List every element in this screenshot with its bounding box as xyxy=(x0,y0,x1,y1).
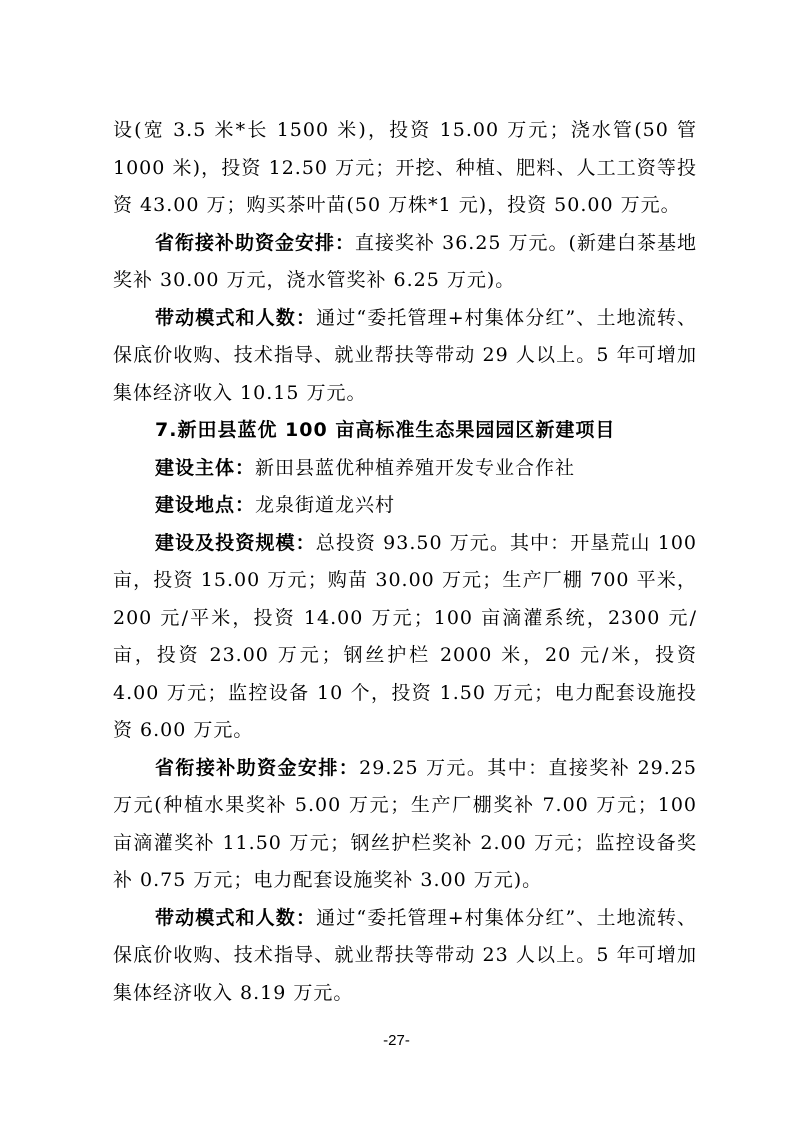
paragraph-label: 建设及投资规模： xyxy=(155,531,316,554)
paragraph-funding-arrangement xyxy=(113,225,697,300)
paragraph-label: 省衔接补助资金安排： xyxy=(155,231,356,254)
paragraph-label: 建设主体： xyxy=(155,456,256,479)
paragraph-text: 总投资 93.50 万元。其中：开垦荒山 100 亩，投资 15.00 万元；购苗 30.00 万元；生产厂棚 700 平米，200 元/平米，投资 14.00 万元；100 亩滴灌系统，2300 元/亩，投资 23.00 万元；钢丝护栏 2000 米，20 元/米，投资 4.00 万元；监控设备 10 个，投资 1.50 万元；电力配套设施投资 6.00 万元。 xyxy=(113,531,697,741)
paragraph-investment-continued xyxy=(113,112,697,225)
page-number: -27- xyxy=(383,1032,410,1049)
paragraph-text: 通过“委托管理+村集体分红”、土地流转、保底价收购、技术指导、就业帮扶等带动 29 人以上。5 年可增加集体经济收入 10.15 万元。 xyxy=(113,306,697,404)
paragraph-text: 通过“委托管理+村集体分红”、土地流转、保底价收购、技术指导、就业帮扶等带动 23 人以上。5 年可增加集体经济收入 8.19 万元。 xyxy=(113,906,697,1004)
paragraph-driving-mode-2 xyxy=(113,900,697,1013)
paragraph-driving-mode xyxy=(113,300,697,413)
paragraph-text: 新田县蓝优种植养殖开发专业合作社 xyxy=(255,456,576,479)
paragraph-investment-scale xyxy=(113,525,697,750)
paragraph-funding-arrangement-2 xyxy=(113,750,697,900)
paragraph-construction-entity xyxy=(113,450,697,488)
paragraph-text: 29.25 万元。其中：直接奖补 29.25 万元(种植水果奖补 5.00 万元；生产厂棚奖补 7.00 万元；100 亩滴灌奖补 11.50 万元；钢丝护栏奖补 2.00 万元；监控设备奖补 0.75 万元；电力配套设施奖补 3.00 万元)。 xyxy=(113,756,697,891)
paragraph-label: 省衔接补助资金安排： xyxy=(155,756,360,779)
paragraph-label: 带动模式和人数： xyxy=(155,306,317,329)
section-heading xyxy=(113,412,697,450)
document-body xyxy=(113,112,697,1012)
paragraph-construction-location xyxy=(113,487,697,525)
paragraph-label: 带动模式和人数： xyxy=(155,906,317,929)
paragraph-text: 直接奖补 36.25 万元。(新建白茶基地奖补 30.00 万元，浇水管奖补 6.25 万元)。 xyxy=(113,231,697,291)
paragraph-text: 设(宽 3.5 米*长 1500 米)，投资 15.00 万元；浇水管(50 管 1000 米)，投资 12.50 万元；开挖、种植、肥料、人工工资等投资 43.00 万；购买茶叶苗(50 万株*1 元)，投资 50.00 万元。 xyxy=(113,119,697,216)
paragraph-text: 龙泉街道龙兴村 xyxy=(255,494,396,516)
paragraph-label: 建设地点： xyxy=(155,494,256,516)
section-title: 7.新田县蓝优 100 亩高标准生态果园园区新建项目 xyxy=(155,419,616,441)
